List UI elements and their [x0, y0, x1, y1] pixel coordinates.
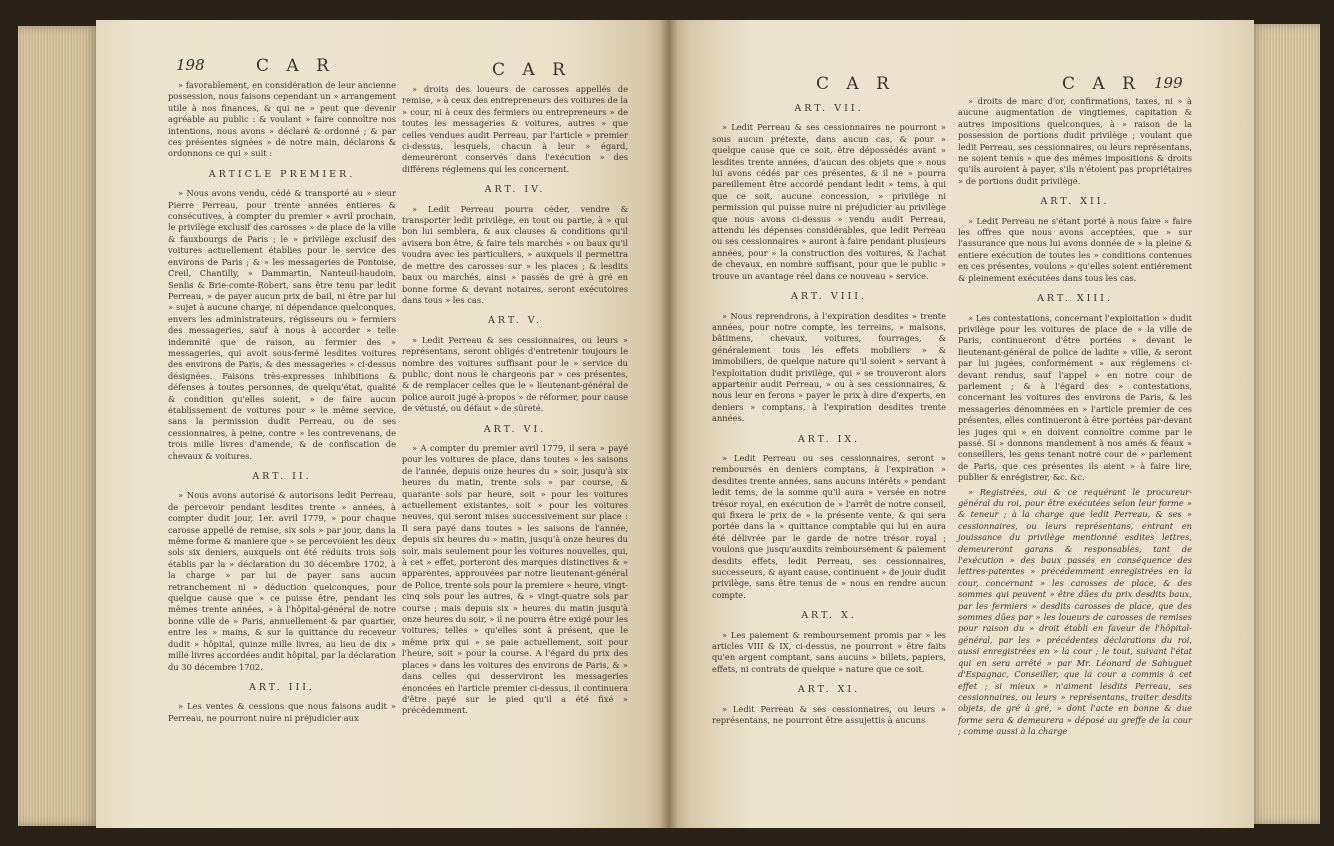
right-page-edges	[1250, 24, 1320, 824]
article-heading: ART. III.	[248, 681, 316, 693]
page-number-left: 198	[176, 56, 205, 74]
left-page-column-2	[402, 84, 628, 822]
article-paragraph: » Les paiement & remboursement promis par » les articles VIII & IX, ci-dessus, ne pourront » être faits qu'en argent comptant, sans aucuns » billets, papiers, effets, ni contrats de quelque » nature que ce soit.	[712, 629, 946, 674]
article-heading: ARTICLE PREMIER.	[208, 168, 356, 180]
article-heading: ART. IV.	[484, 184, 546, 196]
article-paragraph: » Ledit Perreau pourra céder, vendre & transporter ledit privilège, en tout ou partie, à » qui bon lui semblera, & aux clauses & conditions qu'il avisera bon être, & faire tels marchés » ou baux qu'il voudra avec les particuliers, » auxquels il permettra de mettre des carosses sur » les places ; & lesdits baux ou marchés, ainsi » passés de gré à gré en bonne forme & devant notaires, seront exécutoires dans tous » les cas.	[402, 203, 628, 305]
article-heading: ART. V.	[487, 315, 543, 327]
column-head-right-2: C A R	[1062, 74, 1141, 94]
article-heading: ART. II.	[252, 471, 312, 482]
registration-note: » Registrées, oui & ce requérant le procureur-général du roi, pour être exécutées selon leur forme » & teneur ; à la charge que ledit Perreau, & ses » cessionnaires, ou leurs représentans, entrant en jouissance du privilège mentionné esdites lettres, demeureront garans & responsables, tant de l'exécution » des baux passés en conséquence des lettres-patentes » précédemment enregistrées en la cour, concernant » les carosses de place, & des sommes qui peuvent » être dûes du prix desdits baux, par les fermiers » desdits carosses de place, que des sommes dûes par » les loueurs de carosses de remises pour raison du » droit établi en faveur de l'hôpital-général, par les » précédentes déclarations du roi, aussi enregistrées en » la cour ; le tout, suivant l'état qui en sera arrêté » par Mr. Léonard de Sahuguet d'Espagnac, Conseiller, que la cour a commis à cet effet ; si mieux » n'aiment lesdits Perreau, ses cessionnaires, ou leurs » représentans, traiter desdits objets, de gré à gré, » dont l'acte en bonne & due forme sera & demeurera » déposé au greffe de la cour ; comme aussi à la charge	[958, 486, 1192, 737]
article-heading: ART. IX.	[797, 433, 861, 445]
article-paragraph: » Ledit Perreau & ses cessionnaires, ou leurs » représentans, seront obligés d'entretenir toujours le nombre des voitures suffisant pour le » service du public, dont nous le chargeons par » ces présentes, & de remplacer celles que le » lieutenant-général de police auroit jugé à-propos » de réformer, pour cause de vétusté, ou défaut » de sûreté.	[402, 334, 628, 414]
article-paragraph: » Ledit Perreau & ses cessionnaires, ou leurs » représentans, ne pourront être assujettis à aucuns	[712, 703, 946, 726]
right-page-column-2	[958, 96, 1192, 822]
article-paragraph: » Les contestations, concernant l'exploitation » dudit privilège pour les voitures de place de » la ville de Paris, continueront d'être portées » devant le lieutenant-général de police de ladite » ville, & seront par lui jugées, conformément » aux réglemens ci-devant rendus, sauf l'appel » en notre cour de parlement ; & à l'égard des » contestations, concernant les voitures des environs de Paris, & les messageries dénommées en » l'article premier de ces présentes, elles continueront à être portées par-devant les juges qui » en doivent connoître comme par le passé. Si » donnons mandement à nos amés & féaux » conseillers, les gens tenant notre cour de » parlement de Paris, que ces présentes ils aient » à faire lire, publier & enrégistrer, &c. &c.	[958, 312, 1192, 483]
article-heading: ART. XI.	[797, 684, 861, 696]
article-paragraph: » Nous avons vendu, cédé & transporté au » sieur Pierre Perreau, pour trente années entieres & consécutives, à compter du premier » avril prochain, le privilège exclusif des carosses » de place de la ville & fauxbourgs de Paris ; le » privilège exclusif des voitures actuellement établies pour le service des environs de Paris ; & » les messageries de Pontoise, Creil, Chantilly, » Dammartin, Nanteuil-haudoin, Senlis & Brie-comte-Robert, sans être tenu par ledit Perreau, » de payer aucun prix de bail, ni être par lui » sujet à aucune charge, ni dépendance quelconques, envers les administrateurs, régisseurs ou » fermiers des messageries, sauf à nous à accorder » telle indemnité que de raison, au fermier des » messageries, qui avoit sous-fermé lesdites voitures des environs de Paris, & des messageries » ci-dessus désignées. Faisons très-expresses inhibitions & défenses à toutes personnes, de quelqu'état, qualité & condition qu'elles soient, » de faire aucun établissement de voitures pour » le même service, sans la permission dudit Perreau, ou de ses cessionnaires, à peine, contre » les contrevenans, de trois mille livres d'amende, & de confiscation de chevaux & voitures.	[168, 188, 396, 461]
article-heading: ART. VI.	[483, 423, 547, 435]
article-heading: ART. VIII.	[791, 291, 867, 303]
article-heading: ART. VII.	[794, 103, 864, 114]
article-paragraph: » A compter du premier avril 1779, il sera » payé pour les voitures de place, dans toutes » les saisons de l'année, depuis onze heures du » soir, jusqu'à six heures du matin, trente sols » par course, & quarante sols par heure, soit » pour les voitures actuellement existantes, soit » pour les voitures neuves, qui seront mises successivement sur place : Il sera payé dans toutes » les saisons de l'année, depuis six heures du » matin, jusqu'à onze heures du soir, mais seulement pour les voitures nouvelles, qui, à cet » effet, porteront des marques distinctives & » apparentes, approuvées par notre lieutenant-général de Police, trente sols pour la premiere » heure, vingt-cinq sols pour les autres, & » vingt-quatre sols par course ; mais depuis six » heures du matin jusqu'à onze heures du soir, » il ne pourra être exigé pour les voitures, telles » qu'elles sont à présent, que le même prix qui » se paie actuellement, soit pour l'heure, soit » pour la course. A l'égard du prix des places » dans les voitures des environs de Paris, & » dans celles qui desserviront les messageries énoncées en l'article premier ci-dessus, il continuera d'être payé sur le pied qu'il a été fixé » précédemment.	[402, 442, 628, 716]
page-number-right: 199	[1154, 74, 1183, 92]
article-paragraph: » Nous reprendrons, à l'expiration desdites » trente années, pour notre compte, les terreins, » maisons, bâtimens, chevaux, voitures, fourrages, & généralement tous les effets mobiliers » & immobiliers, de quelque nature qu'il soient » servant à l'exploitation dudit privilège, qui » se trouveront alors appartenir audit Perreau, » ou à ses cessionnaires, & nous leur en ferons » payer le prix à dire d'experts, en deniers » comptans, à l'expiration desdites trente années.	[712, 310, 946, 424]
article-paragraph: » Ledit Perreau ne s'étant porté à nous faire » faire les offres que nous avons acceptées, que » sur l'assurance que nous lui avons donnée de » la pleine & entiere exécution de toutes les » conditions contenues en ces présentes, voulons » qu'elles soient entiérement & pleinement exécutées dans tous les cas.	[958, 215, 1192, 283]
right-page	[668, 20, 1254, 828]
right-page-column-1	[712, 94, 946, 822]
article-paragraph: » droits des loueurs de carosses appellés de remise, » à ceux des entrepreneurs des voitures de la » cour, ni à ceux des fermiers ou entrepreneurs » de toutes les messageries & voitures, autres » que celles vendues audit Perreau, par l'article » premier ci-dessus, lesquels, chacun à leur » égard, demeureront conservés dans l'exécution » des différens réglemens qui les concernent.	[402, 84, 628, 174]
running-head-left: C A R	[256, 56, 335, 76]
left-page-column-1	[168, 80, 396, 822]
article-heading: ART. XII.	[1040, 196, 1110, 208]
article-paragraph: » Les ventes & cessions que nous faisons audit » Perreau, ne pourront nuire ni préjudicier aux	[168, 701, 396, 723]
article-paragraph: » droits de marc d'or, confirmations, taxes, ni » à aucune augmentation de vingtiemes, capitation & autres impositions quelconques, à » raison de la possession de portions dudit privilège ; voulant que ledit Perreau, ses cessionnaires, ou leurs représentans, ne soient tenus » que des mêmes impositions & droits qu'ils auroient à payer, s'ils n'étoient pas propriétaires » de portions dudit privilège.	[958, 96, 1192, 186]
article-heading: ART. XIII.	[1037, 293, 1113, 305]
column-head-left: C A R	[492, 60, 571, 80]
column-head-right-1: C A R	[816, 74, 895, 94]
book-gutter	[660, 20, 678, 828]
left-page	[96, 20, 668, 828]
article-paragraph: » Nous avons autorisé & autorisons ledit Perreau, de percevoir pendant lesdites trente » années, à compter dudit jour, 1er. avril 1779, » pour chaque carosse appellé de remise, six sols » par jour, dans la même forme & maniere que » se percevoient les deux sols six deniers, auxquels ont été réduits trois sols établis par la » déclaration du 30 décembre 1702, à la charge » par lui de payer sans aucun retranchement ni » déduction quelconques, pour quelque cause que » ce puisse être, pendant les mêmes trente années, » à l'hôpital-général de notre bonne ville de » Paris, annuellement & par quartier, entre les » mains, & sur la quittance du receveur dudit » hôpital, quinze mille livres, au lieu de dix » mille livres accordées audit hôpital, par la déclaration du 30 décembre 1702.	[168, 490, 396, 672]
left-page-edges	[18, 26, 98, 826]
article-paragraph: » Ledit Perreau ou ses cessionnaires, seront » remboursés en deniers comptans, à l'expiration » desdites trente années, sans aucuns intérêts » pendant ledit tems, de la somme qu'il aura » versée en notre trésor royal, en exécution de » l'arrêt de notre conseil, qui fixera le prix de » la présente vente, & qui sera portée dans la » quittance comptable qui lui en aura été délivrée par le garde de notre trésor royal ; voulons que jusqu'auxdits remboursement & paiement desdits effets, ledit Perreau, ses cessionnaires, successeurs, & ayant cause, continuent » de jouir dudit privilège, sans être tenus de » nous en rendre aucun compte.	[712, 452, 946, 600]
article-paragraph: » Ledit Perreau & ses cessionnaires ne pourront » sous aucun prétexte, dans aucun cas, & pour » quelque cause que ce soit, être dépossédés avant » lesdites trente années, d'aucun des objets que » nous lui avons cédés par ces présentes, & il ne » pourra pareillement être accordé pendant ledit » tems, à qui que ce soit, aucune concession, » privilège ni permission qui puisse nuire ni préjudicier au privilège que nous avons ci-dessus » vendu audit Perreau, attendu les dépenses considérables, que ledit Perreau ou ses cessionnaires » auront à faire pendant plusieurs années, pour » la construction des voitures, & l'achat de chevaux, en nombre suffisant, pour que le public » trouve un avantage réel dans ce nouveau » service.	[712, 122, 946, 281]
article-paragraph: » favorablement, en considération de leur ancienne possession, nous faisons cependant un » arrangement utile à nos finances, & qui ne » peut que devenir agréable au public : & voulant » faire connoître nos intentions, nous avons » déclaré & ordonné ; & par ces présentes signées » de notre main, déclarons & ordonnons ce qui » suit :	[168, 80, 396, 159]
article-heading: ART. X.	[801, 610, 857, 622]
